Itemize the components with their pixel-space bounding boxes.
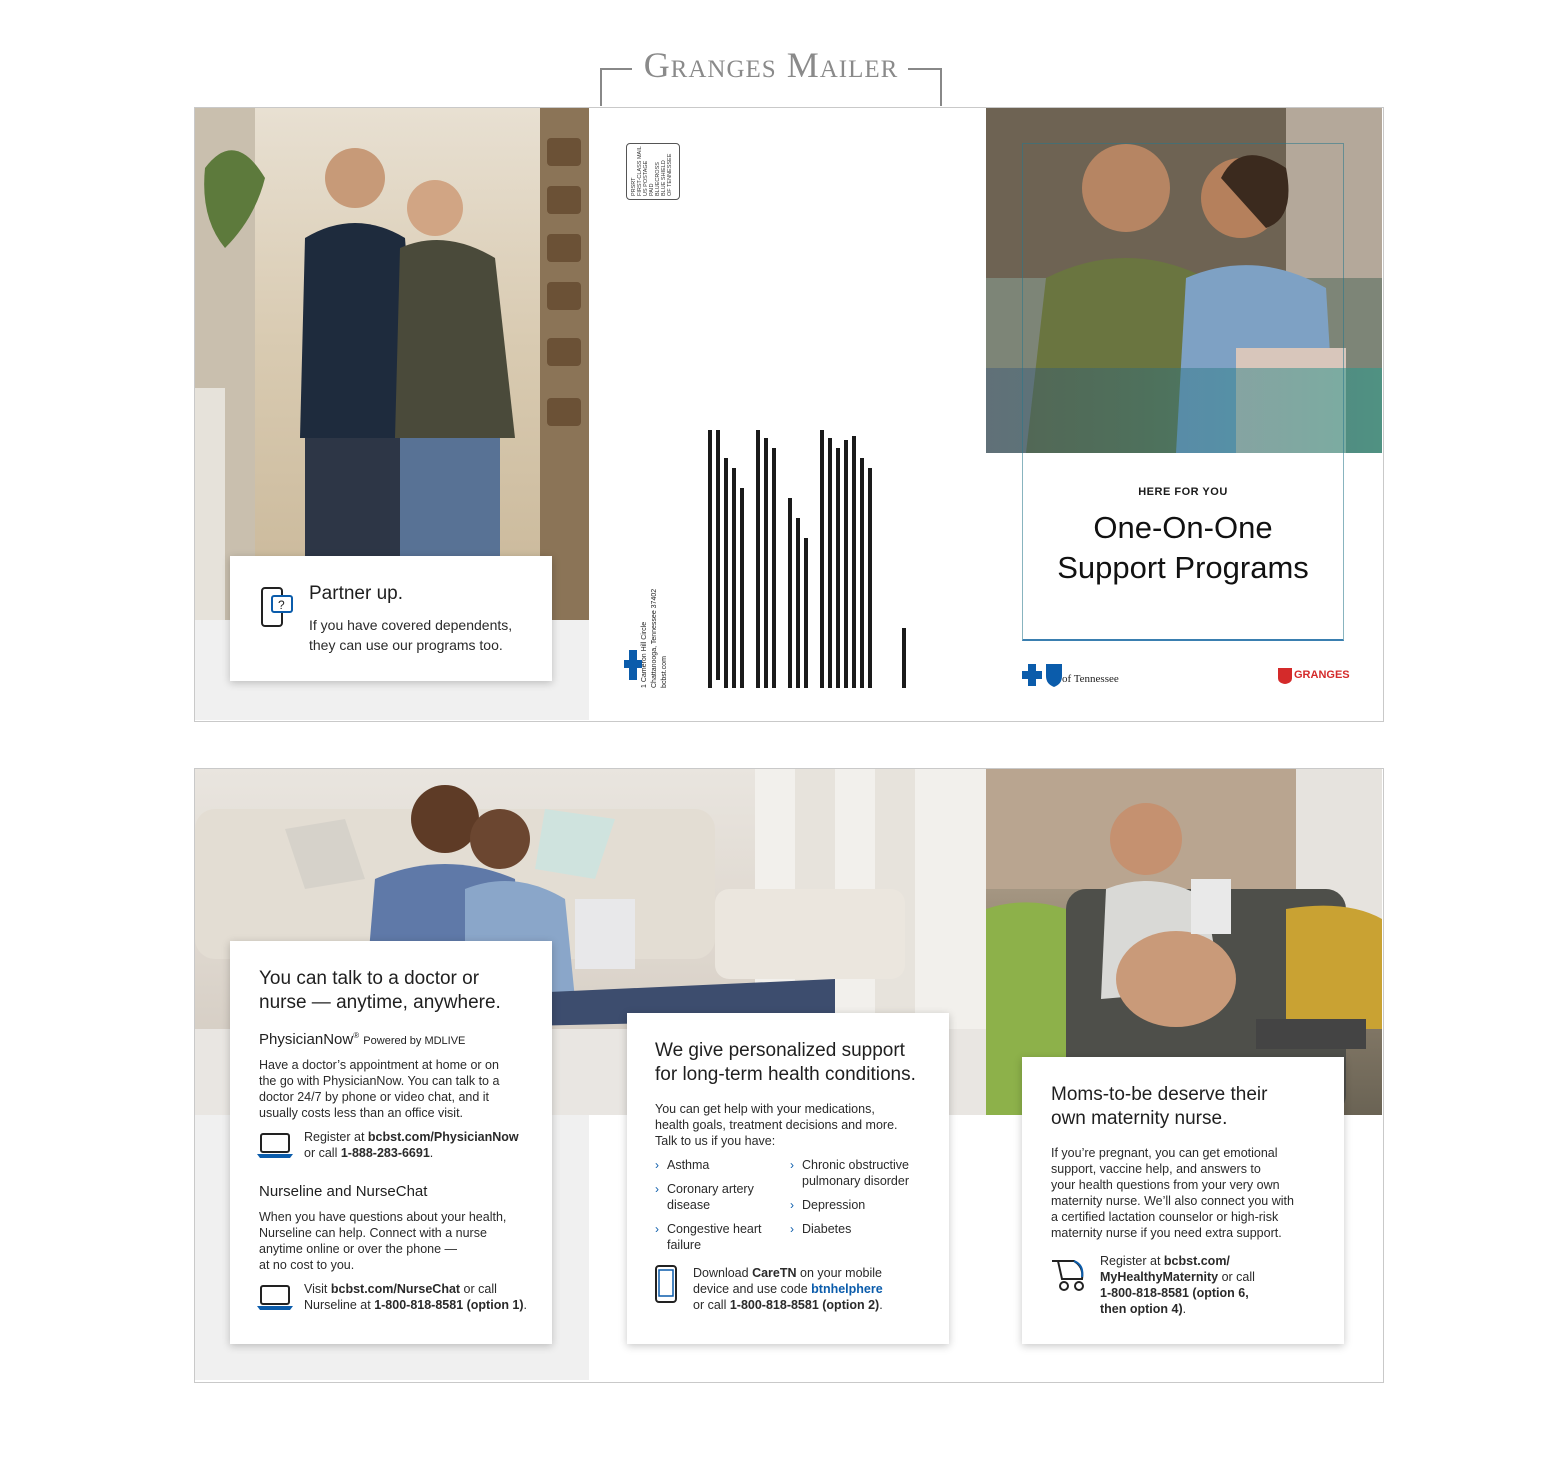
chronic-care-body-line-2: health goals, treatment decisions and more. xyxy=(655,1118,898,1132)
maternity-body-line-5: a certified lactation counselor or high-risk xyxy=(1051,1210,1279,1224)
physiciannow-body-line-4: usually costs less than an office visit. xyxy=(259,1106,464,1120)
physiciannow-cta-call: or call xyxy=(304,1146,341,1160)
bcbst-cross-shield-icon xyxy=(1022,662,1064,688)
maternity-title-line-2: own maternity nurse. xyxy=(1051,1108,1228,1129)
condition-chf-line-1: Congestive heart xyxy=(667,1222,762,1236)
caretn-cta-pre: Download xyxy=(693,1266,753,1280)
maternity-title-line-1: Moms-to-be deserve their xyxy=(1051,1084,1268,1105)
maternity-body-line-2: support, vaccine help, and answers to xyxy=(1051,1162,1261,1176)
condition-asthma: Asthma xyxy=(667,1158,710,1172)
postage-stamp xyxy=(626,143,680,200)
physiciannow-phone: 1-888-283-6691 xyxy=(340,1146,430,1160)
chevron-right-icon: › xyxy=(655,1222,659,1236)
couple-kitchen-illustration xyxy=(195,108,589,620)
list-item xyxy=(790,1221,940,1237)
physiciannow-cta-pre: Register at xyxy=(304,1130,368,1144)
granges-logo xyxy=(1278,668,1348,686)
maternity-phone-line-1: 1-800-818-8581 (option 6, xyxy=(1100,1286,1249,1300)
mobile-phone-icon xyxy=(653,1264,679,1304)
virtual-care-title-line-1: You can talk to a doctor or xyxy=(259,968,480,989)
cover-title-line-2: Support Programs xyxy=(1057,550,1309,585)
physiciannow-reg: ® xyxy=(353,1031,360,1040)
partner-body-line-2: they can use our programs too. xyxy=(309,637,503,653)
stamp-line-4: BLUECROSS xyxy=(655,162,661,196)
nurseline-body-line-2: Nurseline can help. Connect with a nurse xyxy=(259,1226,487,1240)
maternity-body-line-3: your health questions from your very own xyxy=(1051,1178,1280,1192)
physiciannow-powered: Powered by MDLIVE xyxy=(363,1035,466,1047)
nursechat-link[interactable]: bcbst.com/NurseChat xyxy=(330,1282,461,1296)
nursechat-cta-pre: Visit xyxy=(304,1282,331,1296)
physiciannow-heading xyxy=(259,1031,465,1048)
chevron-right-icon: › xyxy=(790,1158,794,1172)
nursechat-cta-post: or call xyxy=(460,1282,497,1296)
list-item xyxy=(655,1181,795,1213)
granges-logo-text: GRANGES xyxy=(1294,669,1350,681)
chronic-care-title-line-1: We give personalized support xyxy=(655,1040,905,1061)
nurseline-phone: 1-800-818-8581 (option 1) xyxy=(374,1298,524,1312)
physiciannow-body-line-2: the go with PhysicianNow. You can talk to a xyxy=(259,1074,500,1088)
laptop-icon xyxy=(256,1132,294,1160)
nurseline-body-line-4: at no cost to you. xyxy=(259,1258,355,1272)
maternity-cta-pre: Register at xyxy=(1100,1254,1164,1268)
virtual-care-card: You can talk to a doctor or nurse — anytime, anywhere. PhysicianNow® Powered by MDLIVE Have a doctor’s appointment at home or on the go with PhysicianNow. You can talk to a doctor 24/7 by phone or video chat, and it usually costs less than an office visit. Register at bcbst.com/PhysicianNow or call 1-888-283-6691. Nurseline and NurseChat When you have questions about your health, Nurseline can help. Connect with a nurse anytime online or over the phone — at no cost to you. Visit bcbst.com/NurseChat or call Nurseline at 1-800-818-8581 (option 1). xyxy=(230,941,552,1344)
svg-text:?: ? xyxy=(278,598,285,612)
postage-indicia xyxy=(627,144,679,199)
list-item xyxy=(655,1221,795,1253)
partner-title: Partner up. xyxy=(309,583,403,604)
stamp-line-2: US POSTAGE xyxy=(643,160,649,196)
laptop-icon xyxy=(256,1284,294,1312)
stamp-line-5: BLUE SHIELD xyxy=(661,160,667,196)
physiciannow-label: PhysicianNow xyxy=(259,1031,354,1048)
condition-chf-line-2: failure xyxy=(667,1238,702,1252)
chevron-right-icon: › xyxy=(655,1158,659,1172)
nurseline-cta-pre: Nurseline at xyxy=(304,1298,375,1312)
chronic-care-title-line-2: for long-term health conditions. xyxy=(655,1064,916,1085)
stamp-line-1: FIRST-CLASS MAIL xyxy=(637,146,643,196)
physiciannow-body-line-3: doctor 24/7 by phone or video chat, and it xyxy=(259,1090,490,1104)
physiciannow-link[interactable]: bcbst.com/PhysicianNow xyxy=(367,1130,519,1144)
list-item xyxy=(790,1157,940,1189)
caretn-app-name: CareTN xyxy=(752,1266,797,1280)
return-address-line-1: 1 Cameron Hill Circle xyxy=(641,621,648,688)
maternity-body-line-6: maternity nurse if you need extra support. xyxy=(1051,1226,1282,1240)
caretn-code-pre: device and use code xyxy=(693,1282,812,1296)
phone-question-icon xyxy=(258,586,294,630)
condition-copd-line-2: pulmonary disorder xyxy=(802,1174,909,1188)
condition-coronary-line-1: Coronary artery xyxy=(667,1182,754,1196)
bcbst-logo-text: of Tennessee xyxy=(1062,673,1119,685)
list-item xyxy=(790,1197,940,1213)
nurseline-body-line-3: anytime online or over the phone — xyxy=(259,1242,458,1256)
title-bracket-right xyxy=(908,68,942,70)
condition-copd-line-1: Chronic obstructive xyxy=(802,1158,909,1172)
couple-kitchen-photo xyxy=(195,108,589,620)
conditions-list-right xyxy=(790,1157,940,1237)
nurseline-body-line-1: When you have questions about your health, xyxy=(259,1210,507,1224)
condition-depression: Depression xyxy=(802,1198,866,1212)
baby-stroller-icon xyxy=(1048,1255,1090,1293)
chevron-right-icon: › xyxy=(655,1182,659,1196)
partner-card xyxy=(230,556,552,681)
caretn-phone: 1-800-818-8581 (option 2) xyxy=(729,1298,880,1312)
cover-eyebrow: HERE FOR YOU xyxy=(1138,486,1228,498)
caretn-call-pre: or call xyxy=(693,1298,730,1312)
title-bracket-left xyxy=(600,68,632,70)
chronic-care-body-line-3: Talk to us if you have: xyxy=(655,1134,776,1148)
caretn-cta-mid: on your mobile xyxy=(796,1266,883,1280)
stamp-line-0: PRSRT xyxy=(631,177,637,196)
return-address-line-2: Chattanooga, Tennessee 37402 xyxy=(651,588,658,688)
bcbst-logo xyxy=(1022,662,1132,688)
condition-diabetes: Diabetes xyxy=(802,1222,852,1236)
caretn-code: btnhelphere xyxy=(811,1282,883,1296)
maternity-body-line-4: maternity nurse. We’ll also connect you with xyxy=(1051,1194,1294,1208)
maternity-link-part-1[interactable]: bcbst.com/ xyxy=(1163,1254,1230,1268)
nurseline-heading: Nurseline and NurseChat xyxy=(259,1183,428,1200)
list-item xyxy=(655,1157,795,1173)
maternity-body-line-1: If you’re pregnant, you can get emotional xyxy=(1051,1146,1278,1160)
chronic-care-card: We give personalized support for long-term health conditions. You can get help with your medications, health goals, treatment decisions and more. Talk to us if you have: › Asthma › Coronary artery disease › Congestive heart failure › Chronic obstructive pulmonary disorder › Depression › Diabetes Download CareTN on your mobile device and use code btnhelphere or call 1-800-818-8581 (option 2). xyxy=(627,1013,949,1344)
nondiscrimination-notice xyxy=(700,428,910,690)
chronic-care-body-line-1: You can get help with your medications, xyxy=(655,1102,875,1116)
maternity-card: Moms-to-be deserve their own maternity nurse. If you’re pregnant, you can get emotional support, vaccine help, and answers to your health questions from your very own maternity nurse. We’ll also connect you with a certified lactation counselor or high-risk maternity nurse if you need extra support. Register at bcbst.com/ MyHealthyMaternity or call 1-800-818-8581 (option 6, then option 4). xyxy=(1022,1057,1344,1344)
maternity-link-part-2[interactable]: MyHealthyMaternity xyxy=(1100,1270,1219,1284)
conditions-list-left xyxy=(655,1157,795,1253)
stamp-line-6: OF TENNESSEE xyxy=(667,153,673,196)
physiciannow-body-line-1: Have a doctor’s appointment at home or on xyxy=(259,1058,499,1072)
maternity-phone-line-2: then option 4) xyxy=(1100,1302,1183,1316)
granges-shield-icon xyxy=(1278,668,1292,684)
title-bracket-left-leg xyxy=(600,68,602,106)
virtual-care-title-line-2: nurse — anytime, anywhere. xyxy=(259,992,501,1013)
chevron-right-icon: › xyxy=(790,1198,794,1212)
stamp-line-3: PAID xyxy=(649,183,655,196)
maternity-cta-post: or call xyxy=(1218,1270,1255,1284)
cover-title-line-1: One-On-One xyxy=(1093,510,1273,545)
page-title: Granges Mailer xyxy=(643,45,899,85)
return-address-line-3: bcbst.com xyxy=(661,656,668,688)
title-bracket-right-leg xyxy=(940,68,942,106)
partner-body-line-1: If you have covered dependents, xyxy=(309,617,513,633)
chevron-right-icon: › xyxy=(790,1222,794,1236)
condition-coronary-line-2: disease xyxy=(667,1198,711,1212)
